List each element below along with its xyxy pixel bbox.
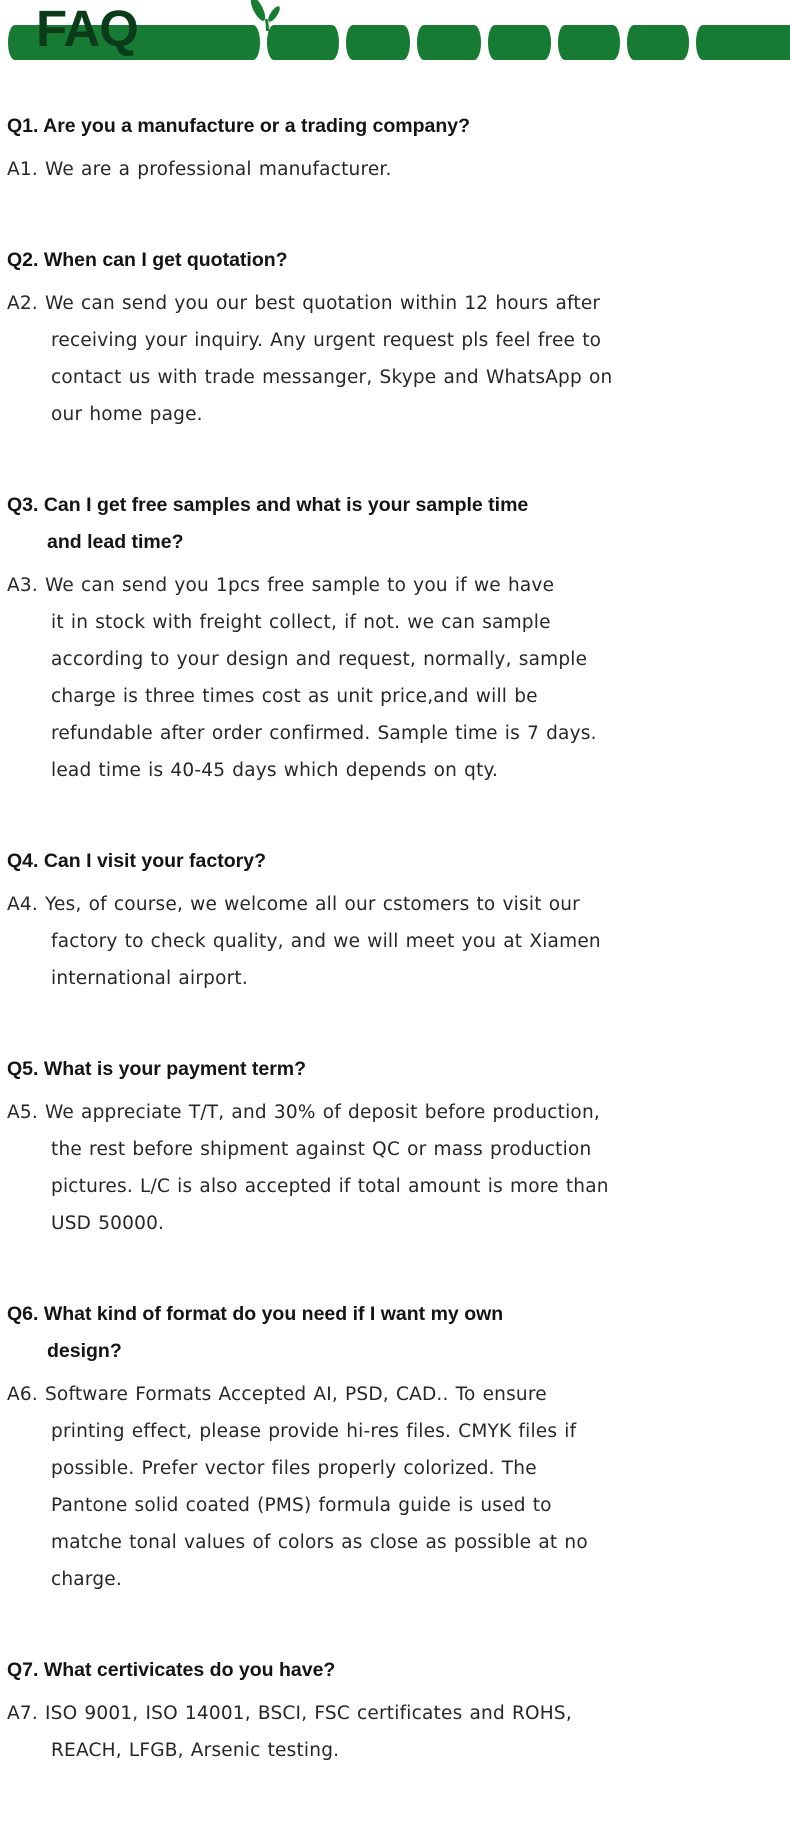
faq-content [0, 64, 790, 1829]
bamboo-segment [417, 25, 481, 60]
bamboo-segment [488, 25, 551, 60]
faq-answer: A3. We can send you 1pcs free sample to you if we have it in stock with freight collect, if not. we can sample according to your design and request, normally, sample charge is three times cost as unit price,and will be refundable after order confirmed. Sample time is 7 days. lead time is 40-45 days which depends on qty. [7, 575, 597, 781]
faq-question: Q2. When can I get quotation? [7, 249, 288, 271]
faq-item-q6 [7, 1296, 750, 1598]
faq-item-q4 [7, 843, 750, 997]
faq-question: Q6. What kind of format do you need if I want my own design? [7, 1303, 504, 1362]
bamboo-segment [346, 25, 410, 60]
faq-question: Q1. Are you a manufacture or a trading company? [7, 115, 471, 137]
faq-answer: A4. Yes, of course, we welcome all our cstomers to visit our factory to check quality, and we will meet you at Xiamen international airport. [7, 894, 601, 989]
faq-item-q5 [7, 1051, 750, 1242]
faq-answer: A1. We are a professional manufacturer. [7, 159, 392, 180]
faq-answer: A5. We appreciate T/T, and 30% of deposit before production, the rest before shipment against QC or mass production pictures. L/C is also accepted if total amount is more than USD 50000. [7, 1102, 609, 1234]
faq-answer: A2. We can send you our best quotation within 12 hours after receiving your inquiry. Any urgent request pls feel free to contact us with trade messanger, Skype and WhatsApp on our home page. [7, 293, 613, 425]
faq-header [0, 0, 790, 64]
page-title: FAQ [36, 0, 138, 57]
faq-answer: A7. ISO 9001, ISO 14001, BSCI, FSC certificates and ROHS, REACH, LFGB, Arsenic testing. [7, 1703, 572, 1761]
faq-question: Q4. Can I visit your factory? [7, 850, 266, 872]
faq-question: Q7. What certivicates do you have? [7, 1659, 336, 1681]
bamboo-segment [627, 25, 689, 60]
faq-answer: A6. Software Formats Accepted AI, PSD, CAD.. To ensure printing effect, please provide hi-res files. CMYK files if possible. Prefer vector files properly colorized. The Pantone solid coated (PMS) formula guide is used to matche tonal values of colors as close as possible at no charge. [7, 1384, 588, 1590]
faq-item-q7 [7, 1652, 750, 1769]
faq-question: Q3. Can I get free samples and what is your sample time and lead time? [7, 494, 529, 553]
faq-item-q3 [7, 487, 750, 789]
bamboo-leaf-icon [238, 0, 300, 31]
faq-question: Q5. What is your payment term? [7, 1058, 307, 1080]
faq-item-q1 [7, 108, 750, 188]
faq-item-q2 [7, 242, 750, 433]
bamboo-segment [558, 25, 620, 60]
bamboo-segment [696, 25, 790, 60]
